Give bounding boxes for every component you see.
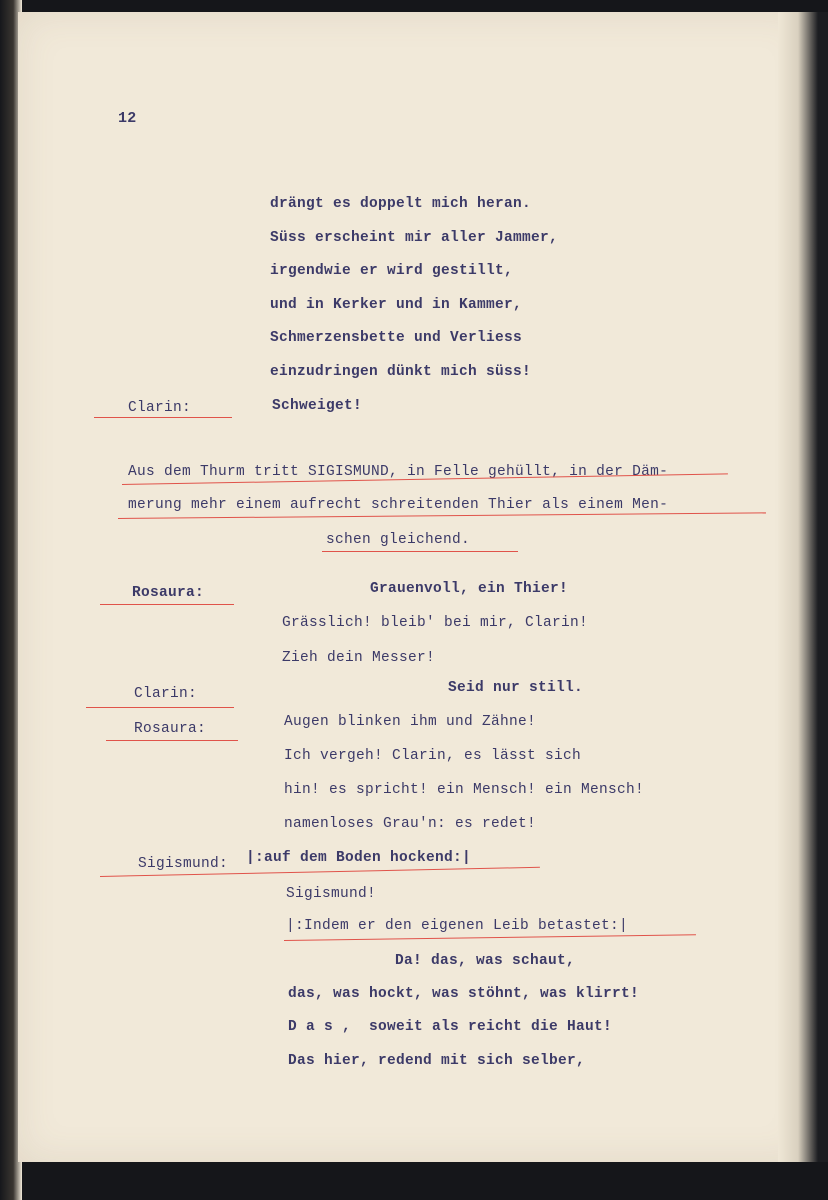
verse-line: drängt es doppelt mich heran. (270, 196, 532, 212)
underline-speaker (86, 707, 234, 708)
verse-line: Zieh dein Messer! (282, 650, 436, 666)
underline-speaker (94, 417, 232, 418)
verse-line: Ich vergeh! Clarin, es lässt sich (284, 748, 582, 764)
verse-line: Augen blinken ihm und Zähne! (284, 714, 537, 730)
verse-line: das, was hockt, was stöhnt, was klirrt! (288, 986, 640, 1002)
verse-line: namenloses Grau'n: es redet! (284, 816, 537, 832)
verse-line: einzudringen dünkt mich süss! (270, 364, 532, 380)
verse-line: D a s , soweit als reicht die Haut! (288, 1019, 613, 1035)
verse-line: Schweiget! (272, 398, 363, 414)
speaker-label: Rosaura: (134, 721, 207, 737)
underline-speaker (106, 740, 238, 741)
verse-line: |:Indem er den eigenen Leib betastet:| (286, 918, 629, 934)
verse-line: und in Kerker und in Kammer, (270, 297, 523, 313)
page-number: 12 (118, 110, 137, 127)
verse-line: Seid nur still. (448, 680, 584, 696)
underline-speaker (100, 604, 234, 605)
stage-direction-line: schen gleichend. (326, 532, 471, 548)
verse-line: Süss erscheint mir aller Jammer, (270, 230, 559, 246)
speaker-label: Rosaura: (132, 585, 205, 601)
verse-line: |:auf dem Boden hockend:| (246, 850, 472, 866)
speaker-label: Sigismund: (138, 856, 229, 872)
verse-line: Da! das, was schaut, (395, 953, 576, 969)
verse-line: Schmerzensbette und Verliess (270, 330, 523, 346)
verse-line: irgendwie er wird gestillt, (270, 263, 514, 279)
stage-direction-line: merung mehr einem aufrecht schreitenden Thier als einem Men- (128, 497, 669, 513)
speaker-label: Clarin: (134, 686, 198, 702)
verse-line: Grauenvoll, ein Thier! (370, 581, 569, 597)
verse-line: hin! es spricht! ein Mensch! ein Mensch! (284, 782, 645, 798)
stage-direction-line: Aus dem Thurm tritt SIGISMUND, in Felle gehüllt, in der Däm- (128, 464, 669, 480)
verse-line: Grässlich! bleib' bei mir, Clarin! (282, 615, 589, 631)
verse-line: Sigismund! (286, 886, 377, 902)
underline-direction (322, 551, 518, 552)
speaker-label: Clarin: (128, 400, 192, 416)
verse-line: Das hier, redend mit sich selber, (288, 1053, 586, 1069)
page-right-edge (778, 12, 828, 1162)
